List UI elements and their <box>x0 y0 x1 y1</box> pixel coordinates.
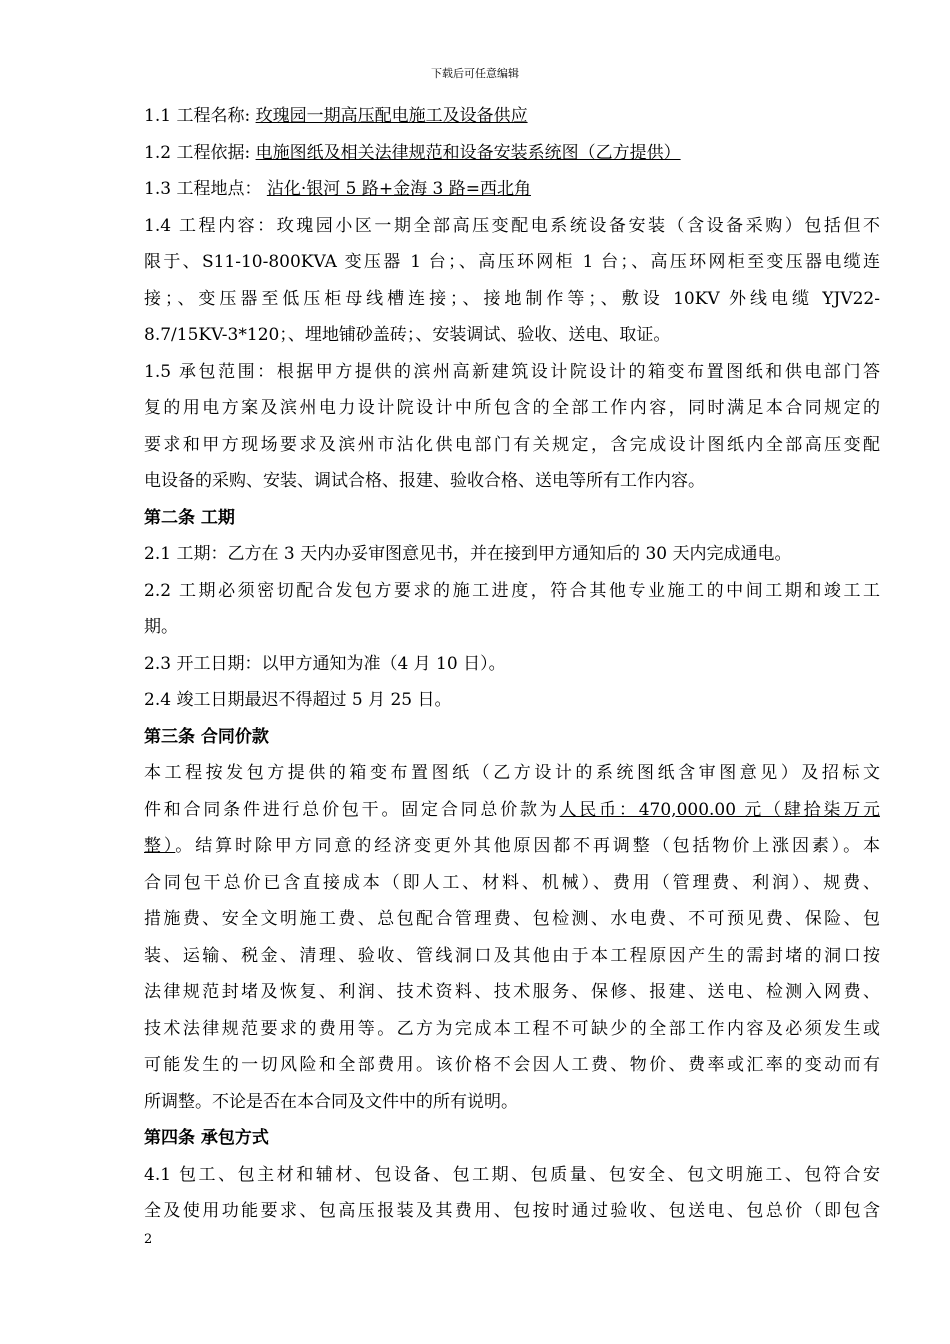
text-segment: 合同包干总价已含直接成本（即人工、材料、机械）、费用（管理费、利润）、规费、 <box>144 872 880 893</box>
text-segment: 期。 <box>144 617 178 637</box>
text-line <box>144 98 880 135</box>
underlined-text: 玫瑰园一期高压配电施工及设备供应 <box>255 106 528 126</box>
text-line <box>144 828 880 865</box>
text-segment: 要求和甲方现场要求及滨州市沾化供电部门有关规定，含完成设计图纸内全部高压变配 <box>144 434 880 455</box>
text-segment: 2.1 工期：乙方在 3 天内办妥审图意见书，并在接到甲方通知后的 30 天内完成通电。 <box>144 544 792 564</box>
text-line <box>144 354 880 391</box>
text-segment: 所调整。不论是否在本合同及文件中的所有说明。 <box>144 1091 518 1112</box>
text-line <box>144 390 880 427</box>
text-line <box>144 1157 880 1194</box>
text-line <box>144 974 880 1011</box>
text-line <box>144 1084 880 1121</box>
text-line <box>144 427 880 464</box>
text-segment: 2.3 开工日期：以甲方通知为准（4 月 10 日）。 <box>144 653 506 674</box>
text-line <box>144 792 880 829</box>
text-segment: 2.2 工期必须密切配合发包方要求的施工进度，符合其他专业施工的中间工期和竣工工 <box>144 580 880 601</box>
text-segment: 8.7/15KV-3*120；、埋地铺砂盖砖；、安装调试、验收、送电、取证。 <box>144 325 671 345</box>
underlined-text: 沾化·银河 5 路+金海 3 路=西北角 <box>266 179 531 199</box>
text-line <box>144 755 880 792</box>
text-segment: 技术法律规范要求的费用等。乙方为完成本工程不可缺少的全部工作内容及必须发生或 <box>144 1018 880 1039</box>
text-line <box>144 208 880 245</box>
underlined-text: 人民币：470,000.00 元（肆拾柒万元 <box>559 799 880 820</box>
text-segment: 1.3 工程地点： <box>144 179 267 199</box>
text-line <box>144 317 880 354</box>
text-line <box>144 1193 880 1230</box>
text-segment: 1.1 工程名称: <box>144 106 256 126</box>
text-line <box>144 1047 880 1084</box>
section-heading <box>144 1120 880 1157</box>
text-line <box>144 646 880 683</box>
text-line <box>144 244 880 281</box>
text-segment: 1.2 工程依据: <box>144 142 256 163</box>
text-line <box>144 135 880 172</box>
text-line <box>144 682 880 719</box>
text-line <box>144 573 880 610</box>
text-segment: 2.4 竣工日期最迟不得超过 5 月 25 日。 <box>144 690 452 710</box>
text-segment: 电设备的采购、安装、调试合格、报建、验收合格、送电等所有工作内容。 <box>144 471 705 491</box>
text-line <box>144 1011 880 1048</box>
text-segment: 限于、S11-10-800KVA 变压器 1 台；、高压环网柜 1 台；、高压环网柜至变压器电缆连 <box>144 252 880 272</box>
underlined-text: 整） <box>144 836 176 856</box>
text-segment: 复的用电方案及滨州电力设计院设计中所包含的全部工作内容，同时满足本合同规定的 <box>144 398 880 418</box>
page-number: 2 <box>144 1232 153 1247</box>
text-segment: 措施费、安全文明施工费、总包配合管理费、包检测、水电费、不可预见费、保险、包 <box>144 909 880 929</box>
text-line <box>144 938 880 975</box>
text-segment: 1.5 承包范围：根据甲方提供的滨州高新建筑设计院设计的箱变布置图纸和供电部门答 <box>144 361 880 382</box>
text-segment: 4.1 包工、包主材和辅材、包设备、包工期、包质量、包安全、包文明施工、包符合安 <box>144 1164 880 1185</box>
text-segment: 法律规范封堵及恢复、利润、技术资料、技术服务、保修、报建、送电、检测入网费、 <box>144 982 880 1002</box>
text-line <box>144 901 880 938</box>
section-heading <box>144 500 880 537</box>
document-body <box>144 98 880 1230</box>
text-segment: 。结算时除甲方同意的经济变更外其他原因都不再调整（包括物价上涨因素）。本 <box>175 836 880 856</box>
text-line <box>144 463 880 500</box>
text-segment: 第三条 合同价款 <box>144 726 269 747</box>
text-segment: 全及使用功能要求、包高压报装及其费用、包按时通过验收、包送电、包总价（即包含 <box>144 1201 880 1221</box>
text-segment: 1.4 工程内容：玫瑰园小区一期全部高压变配电系统设备安装（含设备采购）包括但不 <box>144 215 880 236</box>
text-segment: 件和合同条件进行总价包干。固定合同总价款为 <box>144 799 560 820</box>
text-segment: 第四条 承包方式 <box>144 1128 269 1148</box>
underlined-text: 电施图纸及相关法律规范和设备安装系统图（乙方提供） <box>255 142 681 163</box>
section-heading <box>144 719 880 756</box>
text-line <box>144 865 880 902</box>
text-segment: 可能发生的一切风险和全部费用。该价格不会因人工费、物价、费率或汇率的变动而有 <box>144 1055 880 1075</box>
page-header-note: 下载后可任意编辑 <box>431 67 519 80</box>
text-segment: 第二条 工期 <box>144 507 235 528</box>
text-segment: 本工程按发包方提供的箱变布置图纸（乙方设计的系统图纸含审图意见）及招标文 <box>144 763 880 783</box>
text-line <box>144 281 880 318</box>
text-line <box>144 171 880 208</box>
text-segment: 装、运输、税金、清理、验收、管线洞口及其他由于本工程原因产生的需封堵的洞口按 <box>144 945 880 966</box>
text-line <box>144 609 880 646</box>
text-segment: 接；、变压器至低压柜母线槽连接；、接地制作等；、敷设 10KV 外线电缆 YJV22- <box>144 288 880 309</box>
text-line <box>144 536 880 573</box>
